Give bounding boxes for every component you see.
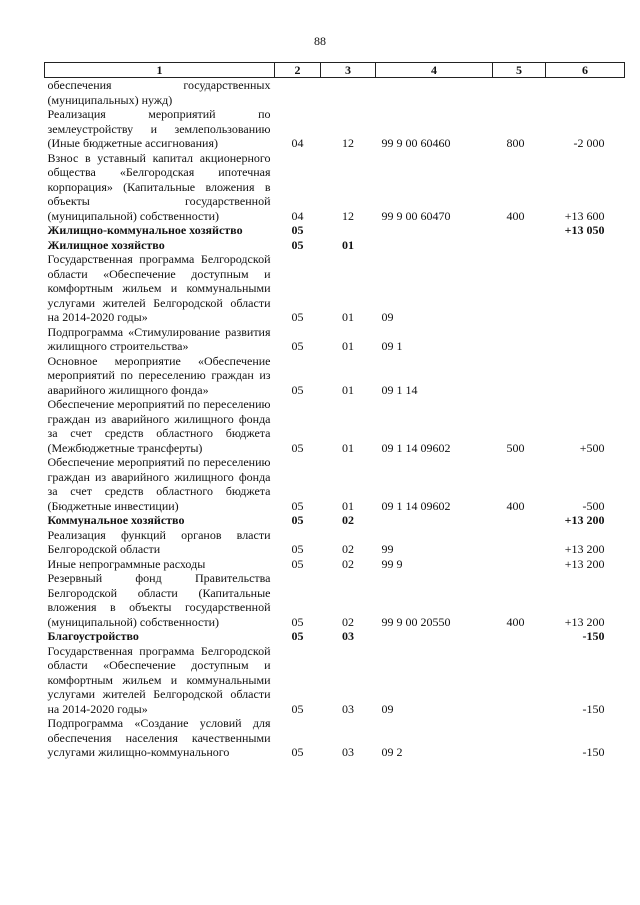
row-subsection-cell: 02: [342, 614, 354, 629]
table-row: [45, 557, 625, 572]
column-header-subsection: 3: [321, 63, 376, 78]
row-expense-type-cell: [493, 644, 546, 717]
row-name-cell: Жилищно-коммунальное хозяйство: [47, 223, 243, 237]
row-subsection-cell: [321, 223, 376, 238]
row-section-cell: 05: [291, 382, 304, 397]
table-row: [45, 238, 625, 253]
row-expense-type-cell: [493, 78, 546, 108]
row-subsection-cell: 01: [342, 440, 354, 455]
table-row: [45, 325, 625, 354]
row-amount-cell: [546, 325, 625, 354]
row-amount-cell: [546, 78, 625, 108]
row-name-cell: Реализация мероприятий по землеустройству и землепользованию (Иные бюджетные ассигнования): [47, 107, 271, 150]
table-row: [45, 644, 625, 717]
row-expense-type-cell: [493, 252, 546, 325]
column-header-expense-type: 5: [493, 63, 546, 78]
row-amount-cell: +13 200: [564, 556, 605, 571]
row-section-cell: 05: [291, 701, 304, 716]
row-name-cell: Подпрограмма «Стимулирование развития жилищного строительства»: [47, 324, 271, 353]
row-expense-type-cell: [493, 354, 546, 398]
row-subsection-cell: 03: [342, 745, 354, 759]
column-header-name: 1: [45, 63, 275, 78]
row-expense-type-cell: [493, 238, 546, 253]
row-subsection-cell: 03: [342, 629, 354, 643]
table-body: [45, 78, 625, 760]
row-target-article-cell: [376, 513, 493, 528]
column-header-amount: 6: [546, 63, 625, 78]
row-section-cell: 05: [291, 310, 304, 324]
row-name-cell: Государственная программа Белгородской области «Обеспечение доступным и комфортным жильем и коммунальными услугами жителей Белгородской области на 2014-2020 годы»: [47, 643, 271, 716]
table-row: [45, 151, 625, 224]
row-subsection-cell: 01: [342, 382, 354, 397]
row-name-cell: Резервный фонд Правительства Белгородской области (Капитальные вложения в объекты государственной (муниципальной) собственности): [47, 571, 271, 629]
row-subsection-cell: 12: [342, 208, 354, 223]
table-row: [45, 354, 625, 398]
table-row: [45, 455, 625, 513]
row-target-article-cell: 99 9 00 60460: [381, 136, 451, 150]
row-subsection-cell: 12: [342, 136, 354, 150]
row-expense-type-cell: [493, 557, 546, 572]
row-subsection-cell: 02: [342, 556, 354, 571]
row-target-article-cell: 09 1 14: [381, 382, 418, 397]
row-expense-type-cell: [493, 528, 546, 557]
row-name-cell: Реализация функций органов власти Белгородской области: [47, 527, 271, 556]
row-expense-type-cell: [493, 325, 546, 354]
row-amount-cell: +13 600: [564, 208, 605, 223]
row-subsection-cell: 01: [342, 310, 354, 324]
row-target-article-cell: 09 1 14 09602: [381, 498, 451, 513]
table-row: [45, 78, 625, 108]
row-amount-cell: -2 000: [573, 136, 605, 150]
row-section-cell: [275, 78, 321, 108]
row-amount-cell: +500: [579, 440, 605, 455]
row-target-article-cell: [376, 238, 493, 253]
row-amount-cell: -500: [582, 498, 605, 513]
row-amount-cell: [546, 252, 625, 325]
row-expense-type-cell: [493, 716, 546, 760]
table-row: [45, 107, 625, 151]
row-subsection-cell: 02: [342, 513, 354, 527]
row-amount-cell: -150: [582, 629, 605, 643]
row-target-article-cell: 99 9 00 60470: [381, 208, 451, 223]
row-name-cell: Обеспечение мероприятий по переселению граждан из аварийного жилищного фонда за счет средств областного бюджета (Бюджетные инвестиции): [47, 455, 271, 513]
row-expense-type-cell: [493, 223, 546, 238]
row-subsection-cell: 01: [342, 498, 354, 513]
row-target-article-cell: 99 9: [381, 556, 403, 571]
row-amount-cell: +13 200: [564, 542, 605, 556]
row-name-cell: Жилищное хозяйство: [47, 237, 165, 252]
row-section-cell: 05: [291, 513, 304, 527]
row-expense-type-cell: [493, 513, 546, 528]
row-section-cell: 05: [291, 542, 304, 556]
row-section-cell: 05: [291, 237, 304, 252]
row-name-cell: Основное мероприятие «Обеспечение мероприятий по переселению граждан из аварийного жилищного фонда»: [47, 353, 271, 397]
row-amount-cell: -150: [582, 745, 605, 759]
table-row: [45, 252, 625, 325]
column-header-target-article: 4: [376, 63, 493, 78]
row-section-cell: 05: [291, 498, 304, 513]
table-row: [45, 397, 625, 455]
row-amount-cell: [546, 354, 625, 398]
row-target-article-cell: 09 2: [381, 745, 403, 759]
budget-table: [44, 62, 625, 760]
row-subsection-cell: 01: [342, 339, 354, 353]
row-target-article-cell: 99 9 00 20550: [381, 614, 451, 629]
row-section-cell: 04: [291, 208, 304, 223]
row-target-article-cell: 09: [381, 310, 394, 324]
row-expense-type-cell: 500: [506, 440, 525, 455]
table-row: [45, 716, 625, 760]
row-name-cell: обеспечения государственных (муниципальных) нужд): [47, 78, 271, 107]
row-amount-cell: +13 200: [564, 614, 605, 629]
table-row: [45, 513, 625, 528]
row-name-cell: Подпрограмма «Создание условий для обеспечения населения качественными услугами жилищно-коммунального: [47, 716, 271, 759]
row-name-cell: Государственная программа Белгородской области «Обеспечение доступным и комфортным жильем и коммунальными услугами жителей Белгородской области на 2014-2020 годы»: [47, 252, 271, 324]
row-target-article-cell: [376, 629, 493, 644]
row-expense-type-cell: 400: [506, 498, 525, 513]
row-expense-type-cell: [493, 629, 546, 644]
row-name-cell: Коммунальное хозяйство: [47, 513, 185, 527]
row-amount-cell: +13 200: [564, 513, 605, 527]
table-row: [45, 571, 625, 629]
row-name-cell: Иные непрограммные расходы: [47, 556, 206, 571]
row-subsection-cell: [321, 78, 376, 108]
row-expense-type-cell: 400: [506, 208, 525, 223]
row-section-cell: 05: [291, 629, 304, 643]
row-target-article-cell: 09 1 14 09602: [381, 440, 451, 455]
row-expense-type-cell: 400: [506, 614, 525, 629]
row-subsection-cell: 02: [342, 542, 354, 556]
column-header-section: 2: [275, 63, 321, 78]
row-target-article-cell: 09 1: [381, 339, 403, 353]
row-amount-cell: [546, 238, 625, 253]
row-subsection-cell: 01: [342, 237, 354, 252]
row-section-cell: 05: [291, 440, 304, 455]
page-number: 88: [314, 34, 326, 48]
row-name-cell: Взнос в уставный капитал акционерного общества «Белгородская ипотечная корпорация» (Капитальные вложения в объекты государственной (муниципальной) собственности): [47, 150, 271, 223]
row-amount-cell: -150: [582, 701, 605, 716]
table-row: [45, 223, 625, 238]
row-amount-cell: +13 050: [564, 223, 605, 237]
table-row: [45, 629, 625, 644]
row-target-article-cell: [376, 78, 493, 108]
row-section-cell: 05: [291, 223, 304, 237]
table-row: [45, 528, 625, 557]
row-section-cell: 05: [291, 614, 304, 629]
row-name-cell: Обеспечение мероприятий по переселению граждан из аварийного жилищного фонда за счет средств областного бюджета (Межбюджетные трансферты): [47, 397, 271, 455]
row-section-cell: 05: [291, 745, 304, 759]
row-section-cell: 05: [291, 556, 304, 571]
row-section-cell: 05: [291, 339, 304, 353]
row-name-cell: Благоустройство: [47, 629, 139, 643]
row-subsection-cell: 03: [342, 701, 354, 716]
row-target-article-cell: 99: [381, 542, 394, 556]
budget-table-container: [44, 62, 624, 760]
row-target-article-cell: 09: [381, 701, 394, 716]
table-header-row: [45, 63, 625, 78]
row-section-cell: 04: [291, 136, 304, 150]
row-expense-type-cell: 800: [506, 136, 525, 150]
row-target-article-cell: [376, 223, 493, 238]
